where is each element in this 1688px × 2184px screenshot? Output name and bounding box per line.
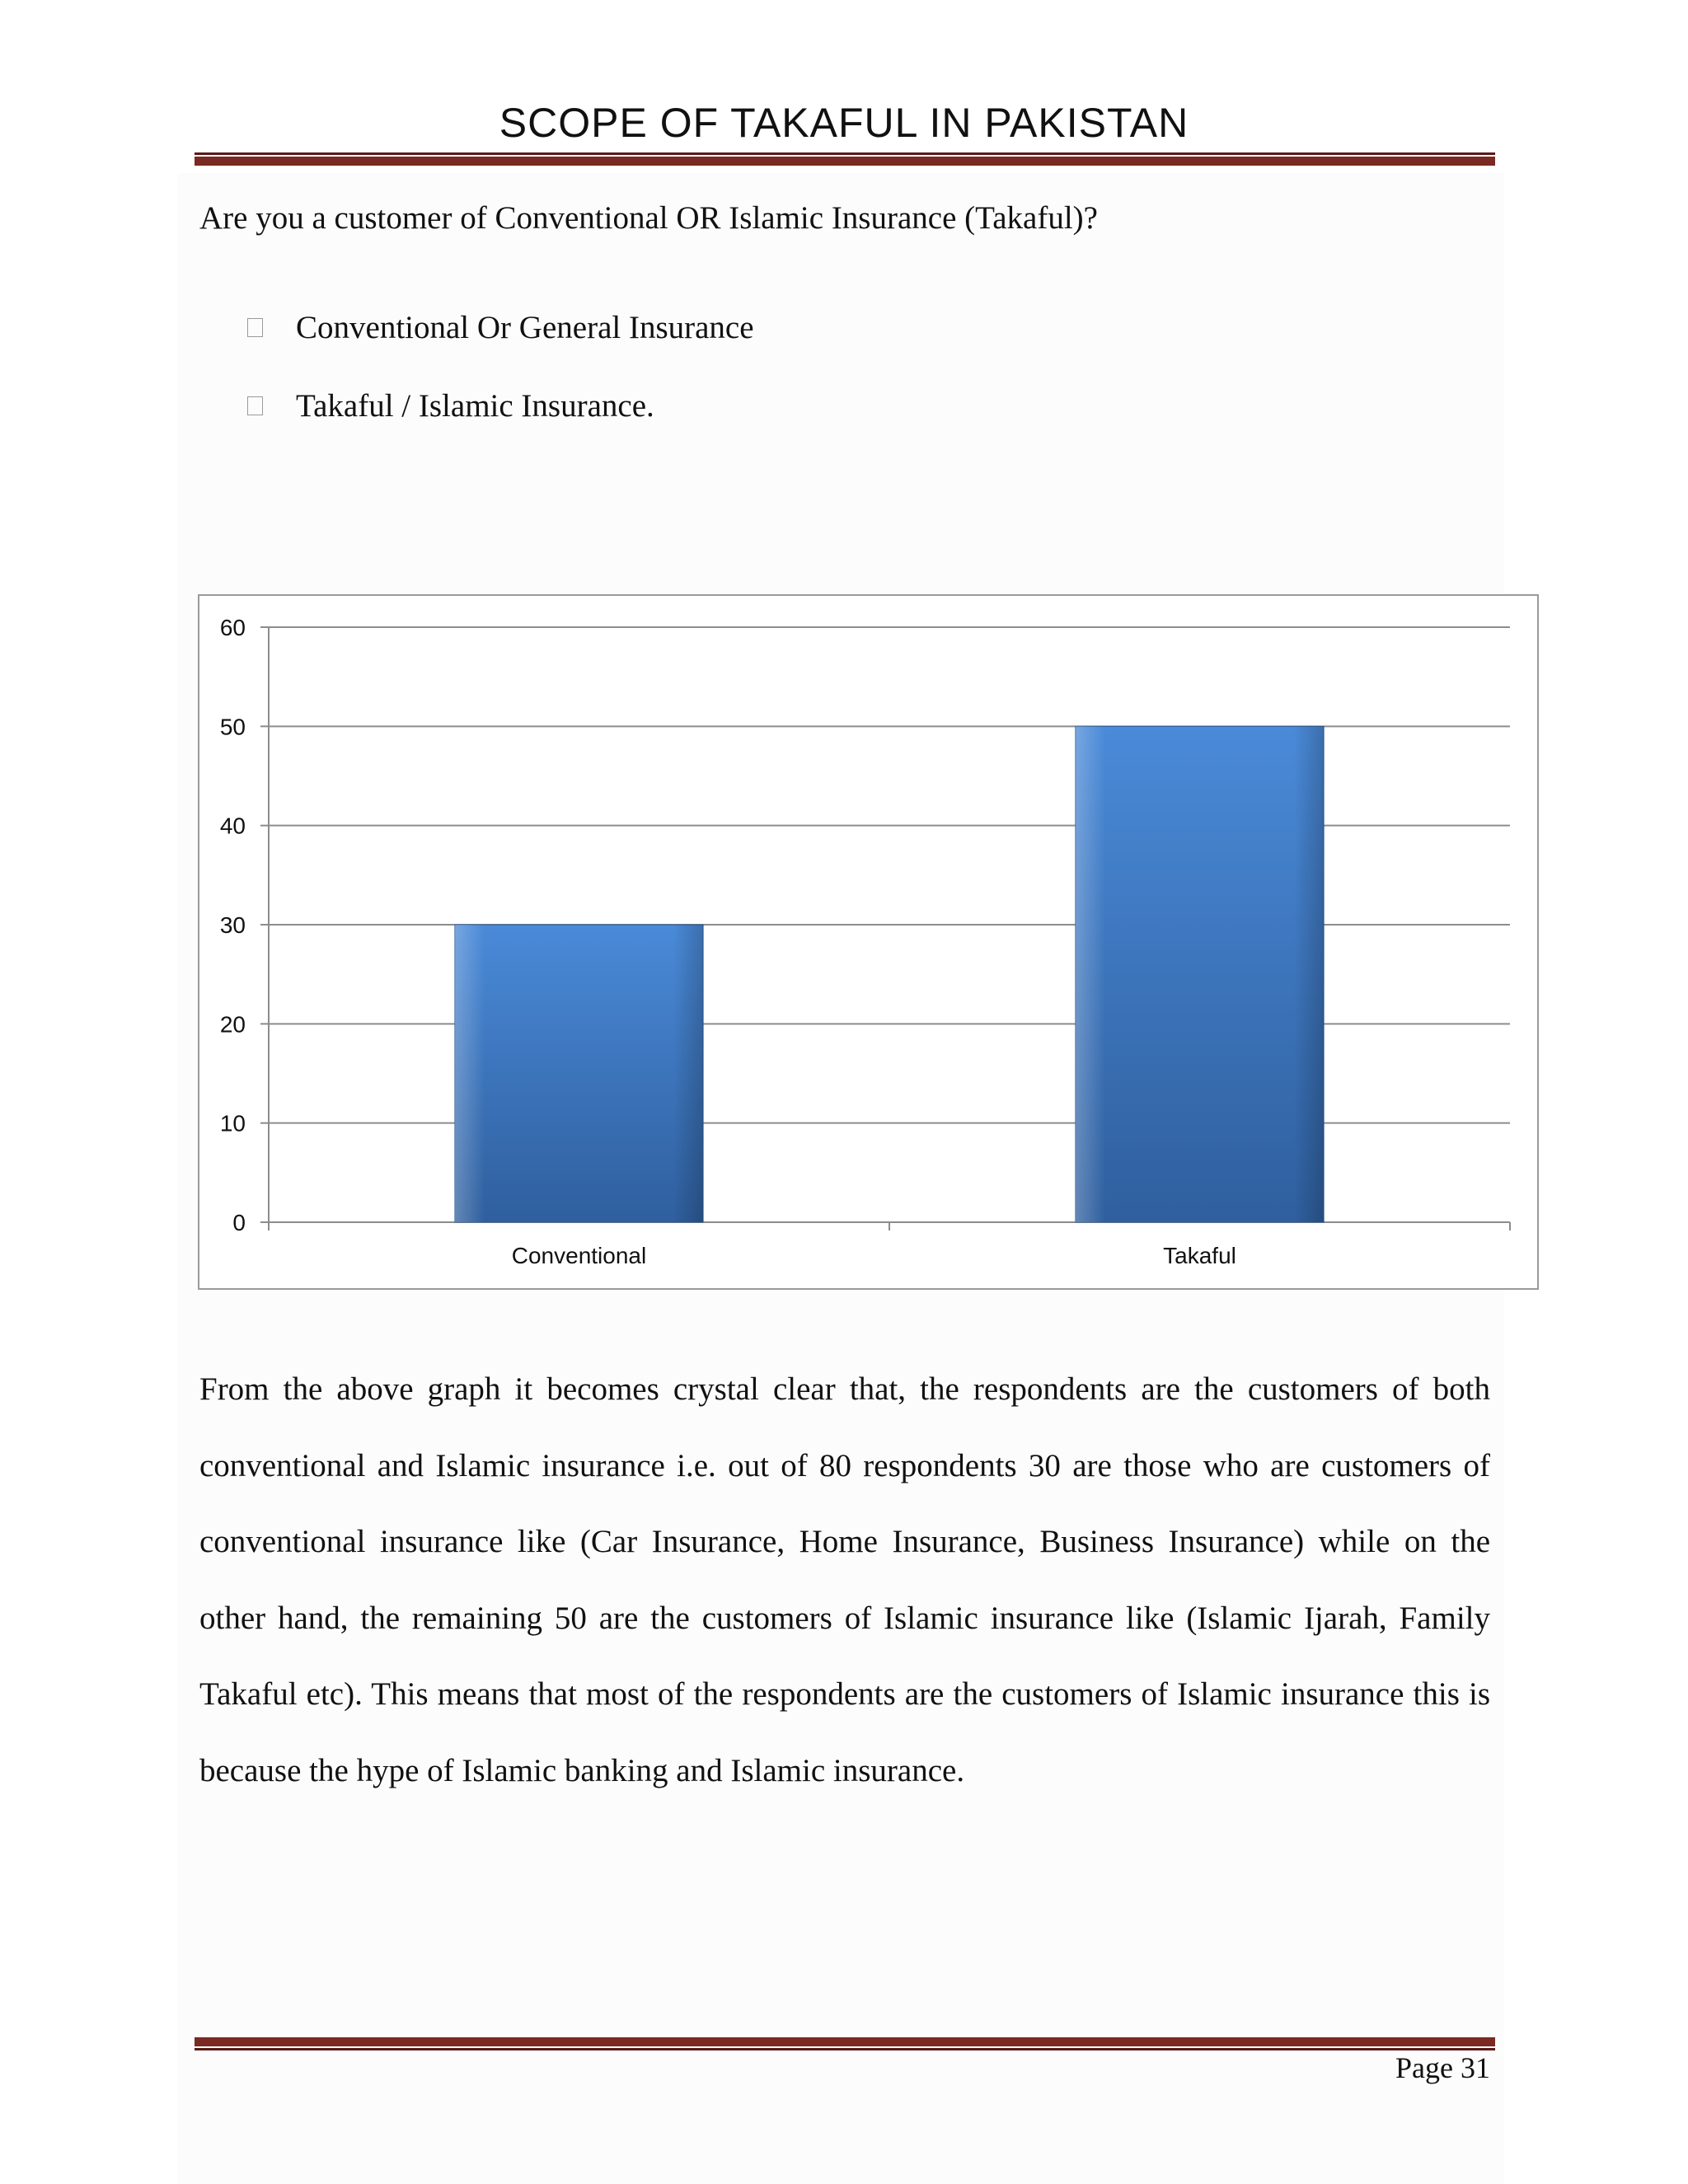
x-tick-label-takaful: Takaful	[1163, 1243, 1236, 1268]
y-tick-label-0: 0	[232, 1210, 246, 1235]
option-label: Conventional Or General Insurance	[296, 310, 754, 345]
header-rule-thick	[195, 157, 1495, 166]
y-tick-label-60: 60	[219, 615, 246, 640]
bar-shading-takaful	[1076, 726, 1324, 1222]
checkbox-icon	[247, 318, 263, 337]
option-label: Takaful / Islamic Insurance.	[296, 388, 654, 424]
option-takaful	[247, 387, 654, 424]
bar-shading-conventional	[455, 925, 703, 1222]
y-tick-label-20: 20	[219, 1011, 246, 1038]
bar-chart-svg	[199, 596, 1537, 1288]
page-number: Page 31	[1395, 2051, 1490, 2084]
y-tick-label-30: 30	[219, 912, 246, 938]
checkbox-icon	[247, 396, 263, 415]
survey-question: Are you a customer of Conventional OR Islamic Insurance (Takaful)?	[199, 200, 1098, 236]
x-tick-label-conventional: Conventional	[511, 1243, 647, 1268]
footer-rule-thick	[195, 2037, 1495, 2046]
y-tick-label-40: 40	[219, 813, 246, 839]
analysis-paragraph: From the above graph it becomes crystal clear that, the respondents are the customers of both conventional and Islamic insurance i.e. out of 80 respondents 30 are those who are customers of conventional insurance like (Car Insurance, Home Insurance, Business Insurance) while on the other hand, the remaining 50 are the customers of Islamic insurance like (Islamic Ijarah, Family Takaful etc). This means that most of the respondents are the customers of Islamic insurance this is because the hype of Islamic banking and Islamic insurance.	[199, 1371, 1490, 1788]
footer-rule-thin	[195, 2048, 1495, 2050]
bar-chart	[198, 594, 1539, 1290]
y-tick-label-50: 50	[219, 714, 246, 740]
header-rule-thin	[195, 152, 1495, 155]
page-header-title: SCOPE OF TAKAFUL IN PAKISTAN	[499, 100, 1189, 146]
y-tick-label-10: 10	[219, 1110, 246, 1137]
option-conventional	[247, 309, 754, 346]
